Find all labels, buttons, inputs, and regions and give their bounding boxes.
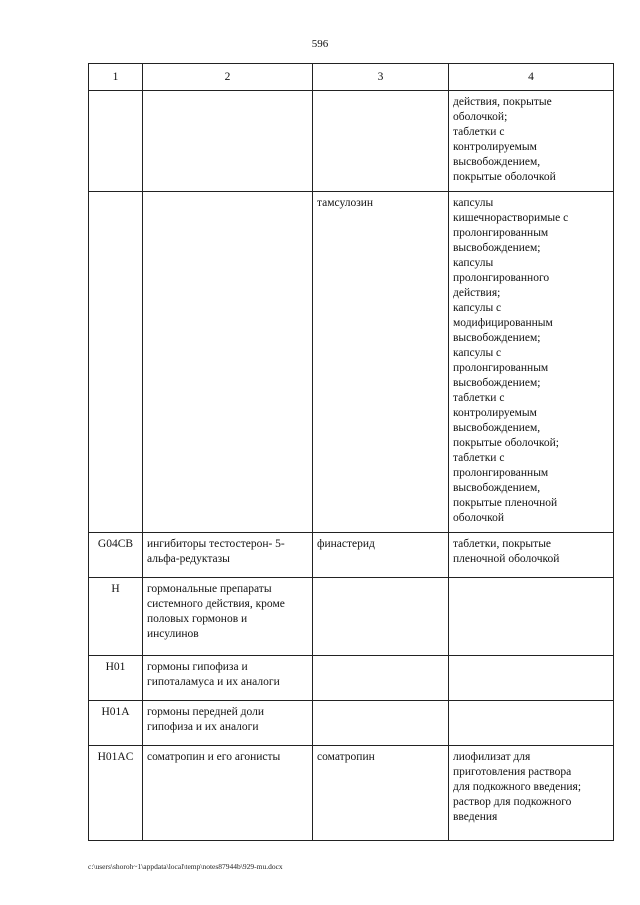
dosage-forms-cell: лиофилизат для приготовления раствора для подкожного введения; раствор для подкожного введения bbox=[449, 746, 614, 841]
column-header-2: 2 bbox=[143, 64, 313, 91]
column-header-4: 4 bbox=[449, 64, 614, 91]
group-name-cell: гормоны гипофиза и гипоталамуса и их аналоги bbox=[143, 656, 313, 701]
table-row bbox=[89, 701, 614, 746]
document-file-path: c:\users\shoroh~1\appdata\local\temp\notes87944b\929-mu.docx bbox=[88, 862, 283, 871]
atc-code-cell: H01A bbox=[89, 701, 143, 746]
dosage-forms-cell: таблетки, покрытые пленочной оболочкой bbox=[449, 533, 614, 578]
drug-classification-table bbox=[88, 63, 614, 841]
column-header-3: 3 bbox=[313, 64, 449, 91]
substance-cell: соматропин bbox=[313, 746, 449, 841]
dosage-forms-cell: капсулы кишечнорастворимые с пролонгированным высвобождением; капсулы пролонгированного действия; капсулы с модифицированным высвобождением; капсулы с пролонгированным высвобождением; таблетки с контролируемым высвобождением, покрытые оболочкой; таблетки с пролонгированным высвобождением, покрытые пленочной оболочкой bbox=[449, 192, 614, 533]
atc-code-cell: G04CB bbox=[89, 533, 143, 578]
group-name-cell: гормональные препараты системного действия, кроме половых гормонов и инсулинов bbox=[143, 578, 313, 656]
dosage-forms-cell bbox=[449, 578, 614, 656]
group-name-cell bbox=[143, 91, 313, 192]
group-name-cell: соматропин и его агонисты bbox=[143, 746, 313, 841]
dosage-forms-cell bbox=[449, 701, 614, 746]
group-name-cell: гормоны передней доли гипофиза и их аналоги bbox=[143, 701, 313, 746]
atc-code-cell bbox=[89, 91, 143, 192]
atc-code-cell: H01AC bbox=[89, 746, 143, 841]
dosage-forms-cell: действия, покрытые оболочкой; таблетки с контролируемым высвобождением, покрытые оболочкой bbox=[449, 91, 614, 192]
atc-code-cell: H bbox=[89, 578, 143, 656]
group-name-cell: ингибиторы тестостерон- 5- альфа-редуктазы bbox=[143, 533, 313, 578]
substance-cell bbox=[313, 656, 449, 701]
table-row bbox=[89, 91, 614, 192]
table-row bbox=[89, 192, 614, 533]
table-header-row bbox=[89, 64, 614, 91]
table-row bbox=[89, 656, 614, 701]
table-row bbox=[89, 578, 614, 656]
table-row bbox=[89, 746, 614, 841]
dosage-forms-cell bbox=[449, 656, 614, 701]
table-row bbox=[89, 533, 614, 578]
substance-cell bbox=[313, 578, 449, 656]
substance-cell bbox=[313, 91, 449, 192]
column-header-1: 1 bbox=[89, 64, 143, 91]
atc-code-cell bbox=[89, 192, 143, 533]
substance-cell: тамсулозин bbox=[313, 192, 449, 533]
substance-cell bbox=[313, 701, 449, 746]
atc-code-cell: H01 bbox=[89, 656, 143, 701]
group-name-cell bbox=[143, 192, 313, 533]
page-number: 596 bbox=[311, 38, 329, 50]
substance-cell: финастерид bbox=[313, 533, 449, 578]
